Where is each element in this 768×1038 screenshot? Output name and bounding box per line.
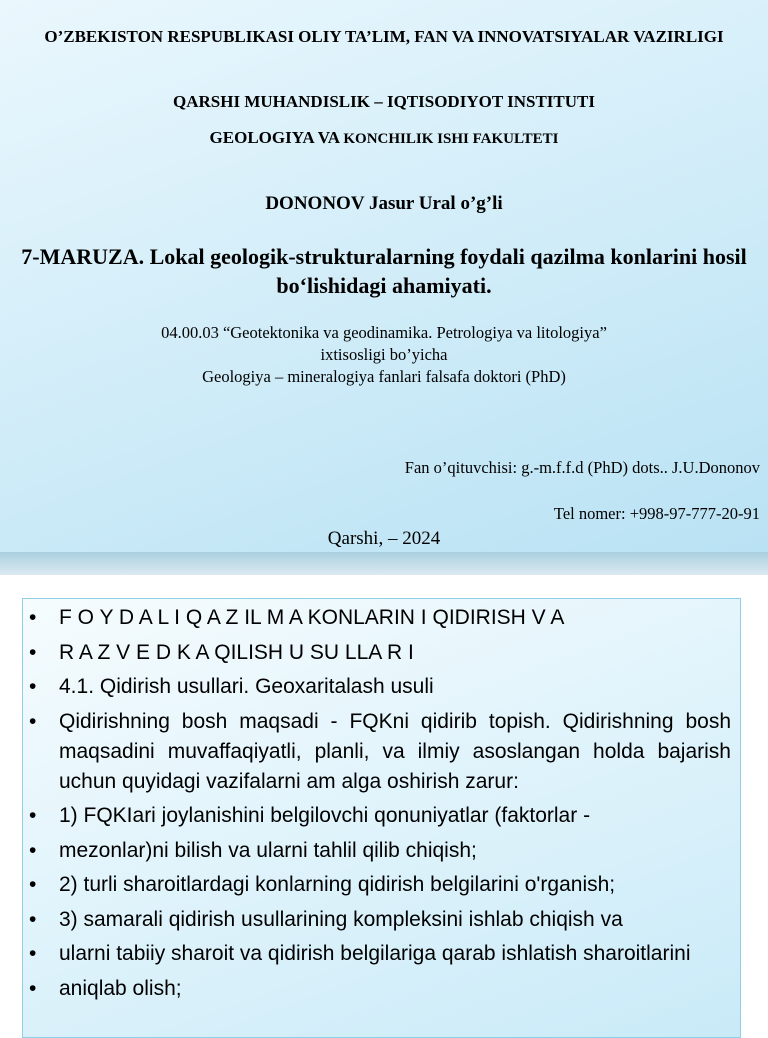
city-year: Qarshi, – 2024 (327, 528, 441, 549)
bullet-item: • aniqlab olish; (59, 974, 731, 1004)
author-name: DONONOV Jasur Ural o’g’li (265, 193, 503, 214)
bullet-item: • Qidirishning bosh maqsadi - FQKni qidirib topish. Qidirishning bosh maqsadini muvaffaqiyatli, planli, va ilmiy asoslangan holda bajarish uchun quyidagi vazifalarni am alga oshirish zarur: (59, 707, 731, 797)
specialty-line-2: ixtisosligi bo’yicha (320, 345, 448, 364)
specialty-block (0, 322, 768, 388)
bullet-item: • R A Z V E D K A QILISH U SU LLA R I (59, 638, 731, 668)
bullet-item: • 4.1. Qidirish usullari. Geoxaritalash usuli (59, 672, 731, 702)
bullet-item: • mezonlar)ni bilish va ularni tahlil qilib chiqish; (59, 836, 731, 866)
lecture-title: 7-MARUZA. Lokal geologik-strukturalarning foydali qazilma konlarini hosil bo‘lishidagi ahamiyati. (21, 244, 747, 298)
ministry-heading: O’ZBEKISTON RESPUBLIKASI OLIY TA’LIM, FAN VA INNOVATSIYALAR VAZIRLIGI (44, 27, 724, 46)
faculty-heading (0, 128, 768, 149)
phone-number: Tel nomer: +998-97-777-20-91 (553, 504, 760, 523)
slide-separator (0, 552, 768, 575)
faculty-heading-part2: KONCHILIK ISHI FAKULTETI (343, 131, 559, 147)
specialty-line-1: 04.00.03 “Geotektonika va geodinamika. Petrologiya va litologiya” (161, 323, 607, 342)
bullet-item: • F O Y D A L I Q A Z IL M A KONLARIN I QIDIRISH V A (59, 603, 731, 633)
institute-heading: QARSHI MUHANDISLIK – IQTISODIYOT INSTITUTI (173, 92, 595, 111)
specialty-line-3: Geologiya – mineralogiya fanlari falsafa doktori (PhD) (202, 367, 566, 386)
bullet-item: • 3) samarali qidirish usullarining kompleksini ishlab chiqish va (59, 905, 731, 935)
bullet-item: • ularni tabiiy sharoit va qidirish belgilariga qarab ishlatish sharoitlarini (59, 939, 731, 969)
faculty-heading-part1: GEOLOGIYA VA (209, 128, 344, 147)
content-slide (22, 598, 741, 1038)
bullet-list (23, 599, 740, 1004)
teacher-info: Fan o’qituvchisi: g.-m.f.f.d (PhD) dots.. J.U.Dononov (404, 458, 760, 477)
bullet-item: • 1) FQKIari joylanishini belgilovchi qonuniyatlar (faktorlar - (59, 801, 731, 831)
bullet-item: • 2) turli sharoitlardagi konlarning qidirish belgilarini o'rganish; (59, 870, 731, 900)
